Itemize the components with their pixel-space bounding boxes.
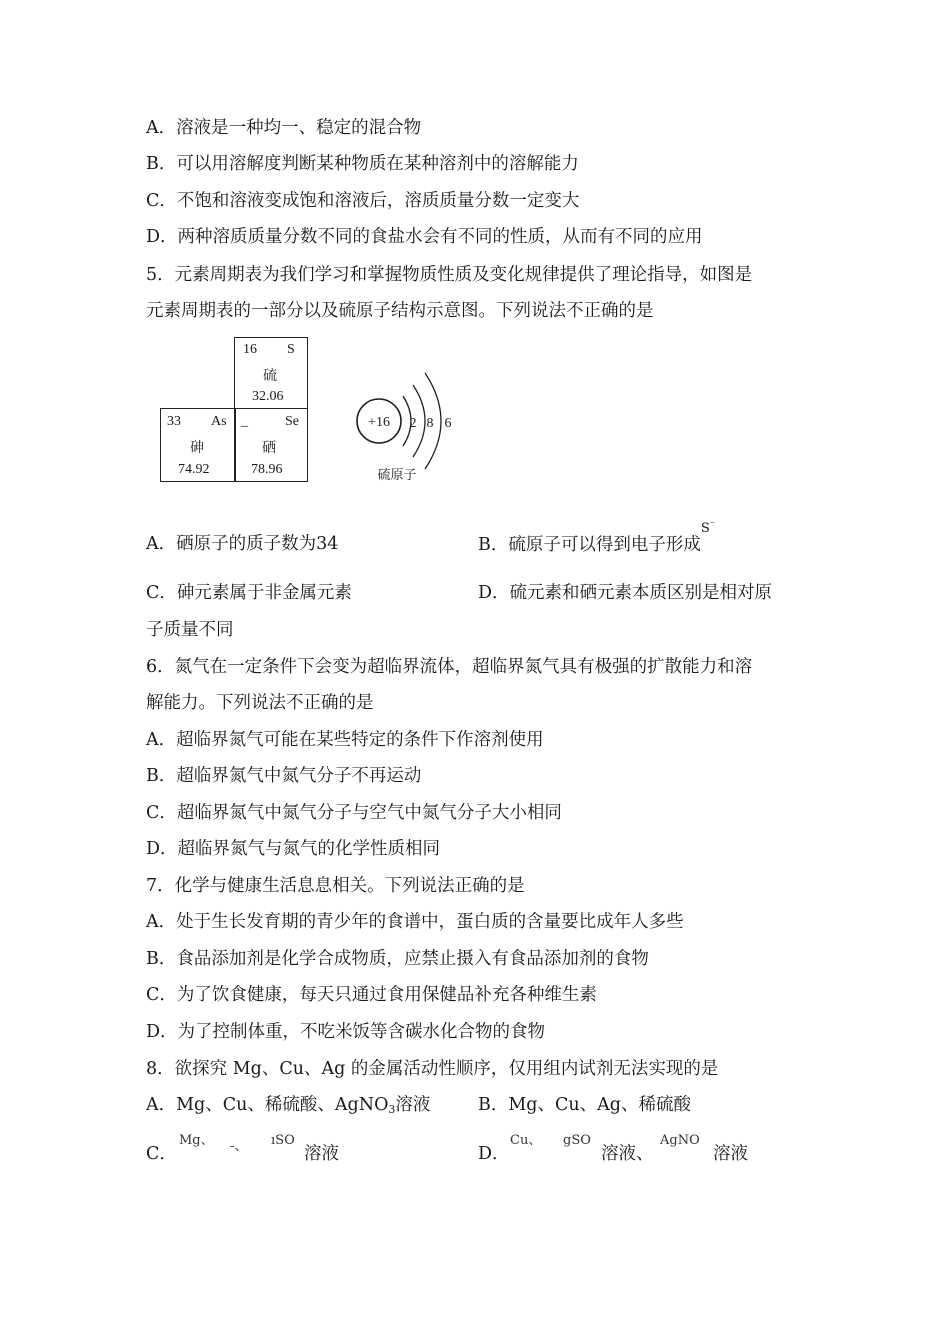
q7-option-d: D．为了控制体重，不吃米饭等含碳水化合物的食物 bbox=[146, 1022, 546, 1042]
sulfur-atom-diagram bbox=[345, 360, 475, 490]
sulfur-name: 硫 bbox=[263, 369, 277, 384]
q5-stem-line2: 元素周期表的一部分以及硫原子结构示意图。下列说法不正确的是 bbox=[146, 301, 654, 321]
q6-option-b: B．超临界氮气中氮气分子不再运动 bbox=[146, 766, 422, 786]
q6-stem-line1: 6．氮气在一定条件下会变为超临界流体，超临界氮气具有极强的扩散能力和溶 bbox=[146, 657, 753, 677]
q8-option-d-label: D． bbox=[478, 1144, 510, 1164]
q6-option-c: C．超临界氮气中氮气分子与空气中氮气分子大小相同 bbox=[146, 803, 562, 823]
q8-option-d bbox=[478, 1133, 748, 1166]
q7-stem: 7．化学与健康生活息息相关。下列说法正确的是 bbox=[146, 876, 525, 896]
q8-stem: 8．欲探究 Mg、Cu、Ag 的金属活动性顺序，仅用组内试剂无法实现的是 bbox=[146, 1059, 719, 1079]
q8-option-a-subscript: 3 bbox=[388, 1103, 396, 1116]
shell-2-count: 8 bbox=[426, 416, 434, 431]
q5-option-a: A．硒原子的质子数为34 bbox=[146, 534, 339, 554]
q8-option-c bbox=[146, 1133, 339, 1166]
atom-caption: 硫原子 bbox=[377, 468, 417, 483]
q6-option-a: A．超临界氮气可能在某些特定的条件下作溶剂使用 bbox=[146, 730, 544, 750]
sulfur-number: 16 bbox=[243, 342, 257, 357]
q8-option-a-text: A．Mg、Cu、稀硫酸、AgNO bbox=[146, 1095, 389, 1115]
q5-option-d-line1: D．硫元素和硒元素本质区别是相对原 bbox=[478, 583, 773, 603]
q6-option-d: D．超临界氮气与氮气的化学性质相同 bbox=[146, 839, 441, 859]
q8-option-c-formula1: Mg、 bbox=[179, 1133, 214, 1148]
q8-option-c-tail: 溶液 bbox=[304, 1144, 339, 1164]
q4-option-a: A．溶液是一种均一、稳定的混合物 bbox=[146, 118, 422, 138]
sulfur-cell bbox=[234, 337, 308, 409]
arsenic-number: 33 bbox=[167, 414, 181, 429]
q8-option-a bbox=[146, 1093, 430, 1122]
arsenic-symbol: As bbox=[211, 414, 227, 429]
q8-option-d-tail: 溶液 bbox=[713, 1144, 748, 1164]
sulfide-charge: ⁻ bbox=[709, 520, 716, 531]
q8-option-c-label: C． bbox=[146, 1144, 177, 1164]
q7-option-c: C．为了饮食健康，每天只通过食用保健品补充各种维生素 bbox=[146, 985, 597, 1005]
q5-option-b bbox=[478, 520, 716, 559]
q5-option-b-text: B．硫原子可以得到电子形成 bbox=[478, 535, 701, 555]
q5-option-b-formula bbox=[701, 521, 715, 536]
q6-stem-line2: 解能力。下列说法不正确的是 bbox=[146, 693, 374, 713]
arsenic-name: 砷 bbox=[190, 441, 204, 456]
q8-option-b: B．Mg、Cu、Ag、稀硫酸 bbox=[478, 1095, 691, 1115]
q7-option-a: A．处于生长发育期的青少年的食谱中，蛋白质的含量要比成年人多些 bbox=[146, 912, 684, 932]
selenium-cell bbox=[234, 408, 308, 482]
selenium-name: 硒 bbox=[262, 441, 276, 456]
selenium-mass: 78.96 bbox=[251, 462, 283, 477]
q5-stem-line1: 5．元素周期表为我们学习和掌握物质性质及变化规律提供了理论指导，如图是 bbox=[146, 265, 753, 285]
q8-option-d-formula1: Cu、 bbox=[510, 1133, 542, 1148]
arsenic-mass: 74.92 bbox=[178, 462, 210, 477]
sulfide-symbol: S bbox=[700, 521, 710, 536]
q5-option-c: C．砷元素属于非金属元素 bbox=[146, 583, 352, 603]
q8-option-a-tail: 溶液 bbox=[395, 1095, 431, 1115]
q4-option-b: B．可以用溶解度判断某种物质在某种溶剂中的溶解能力 bbox=[146, 154, 579, 174]
q4-option-c: C．不饱和溶液变成饱和溶液后，溶质质量分数一定变大 bbox=[146, 191, 580, 211]
shell-1-count: 2 bbox=[409, 416, 417, 431]
nucleus-charge: +16 bbox=[368, 415, 390, 430]
selenium-symbol: Se bbox=[285, 414, 299, 429]
q8-option-d-formula3: AgNO bbox=[660, 1133, 700, 1148]
q8-option-c-formula2: -、 bbox=[230, 1139, 248, 1154]
shell-3-count: 6 bbox=[444, 416, 452, 431]
q4-option-d: D．两种溶质质量分数不同的食盐水会有不同的性质，从而有不同的应用 bbox=[146, 227, 703, 247]
arsenic-cell bbox=[160, 408, 236, 482]
q8-option-d-mid: 溶液、 bbox=[601, 1144, 654, 1164]
q5-option-d-line2: 子质量不同 bbox=[146, 620, 234, 640]
q8-option-c-formula3: ıSO bbox=[271, 1133, 295, 1148]
sulfur-symbol: S bbox=[287, 342, 295, 357]
q7-option-b: B．食品添加剂是化学合成物质，应禁止摄入有食品添加剂的食物 bbox=[146, 949, 649, 969]
q8-option-d-formula2: gSO bbox=[563, 1133, 591, 1148]
sulfur-mass: 32.06 bbox=[252, 389, 284, 404]
selenium-number: _ bbox=[241, 414, 248, 429]
